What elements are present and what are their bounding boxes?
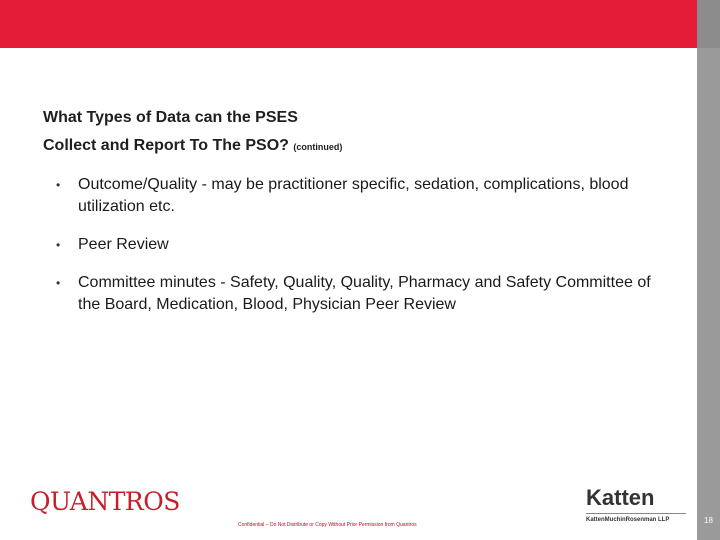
confidential-note: Confidential – Do Not Distribute or Copy Without Prior Permission from Quantros — [238, 522, 417, 528]
page-number: 18 — [704, 516, 713, 525]
side-strip — [697, 0, 720, 540]
title-line-1: What Types of Data can the PSES — [43, 109, 298, 126]
logo-divider — [586, 513, 686, 514]
side-strip-top — [697, 0, 720, 48]
bullet-text: Outcome/Quality - may be practitioner specific, sedation, complications, blood utilization etc. — [78, 176, 629, 215]
header-bar — [0, 0, 697, 48]
katten-logo-sub: KattenMuchinRosenman LLP — [586, 517, 670, 523]
bullet-icon: • — [56, 238, 61, 252]
bullet-text: Peer Review — [78, 236, 169, 253]
title-suffix: (continued) — [293, 142, 343, 152]
title-line-2: Collect and Report To The PSO? — [43, 137, 289, 154]
bullet-item — [56, 272, 676, 316]
bullet-list — [56, 174, 676, 332]
quantros-logo: QUANTROS — [30, 487, 180, 516]
bullet-icon: • — [56, 178, 61, 192]
bullet-item — [56, 234, 676, 256]
katten-logo-main: Katten — [586, 485, 655, 510]
bullet-item — [56, 174, 676, 218]
slide-title — [43, 104, 643, 161]
bullet-text: Committee minutes - Safety, Quality, Quality, Pharmacy and Safety Committee of the Board, Medication, Blood, Physician Peer Review — [78, 274, 651, 313]
bullet-icon: • — [56, 276, 61, 290]
katten-logo — [586, 485, 691, 523]
